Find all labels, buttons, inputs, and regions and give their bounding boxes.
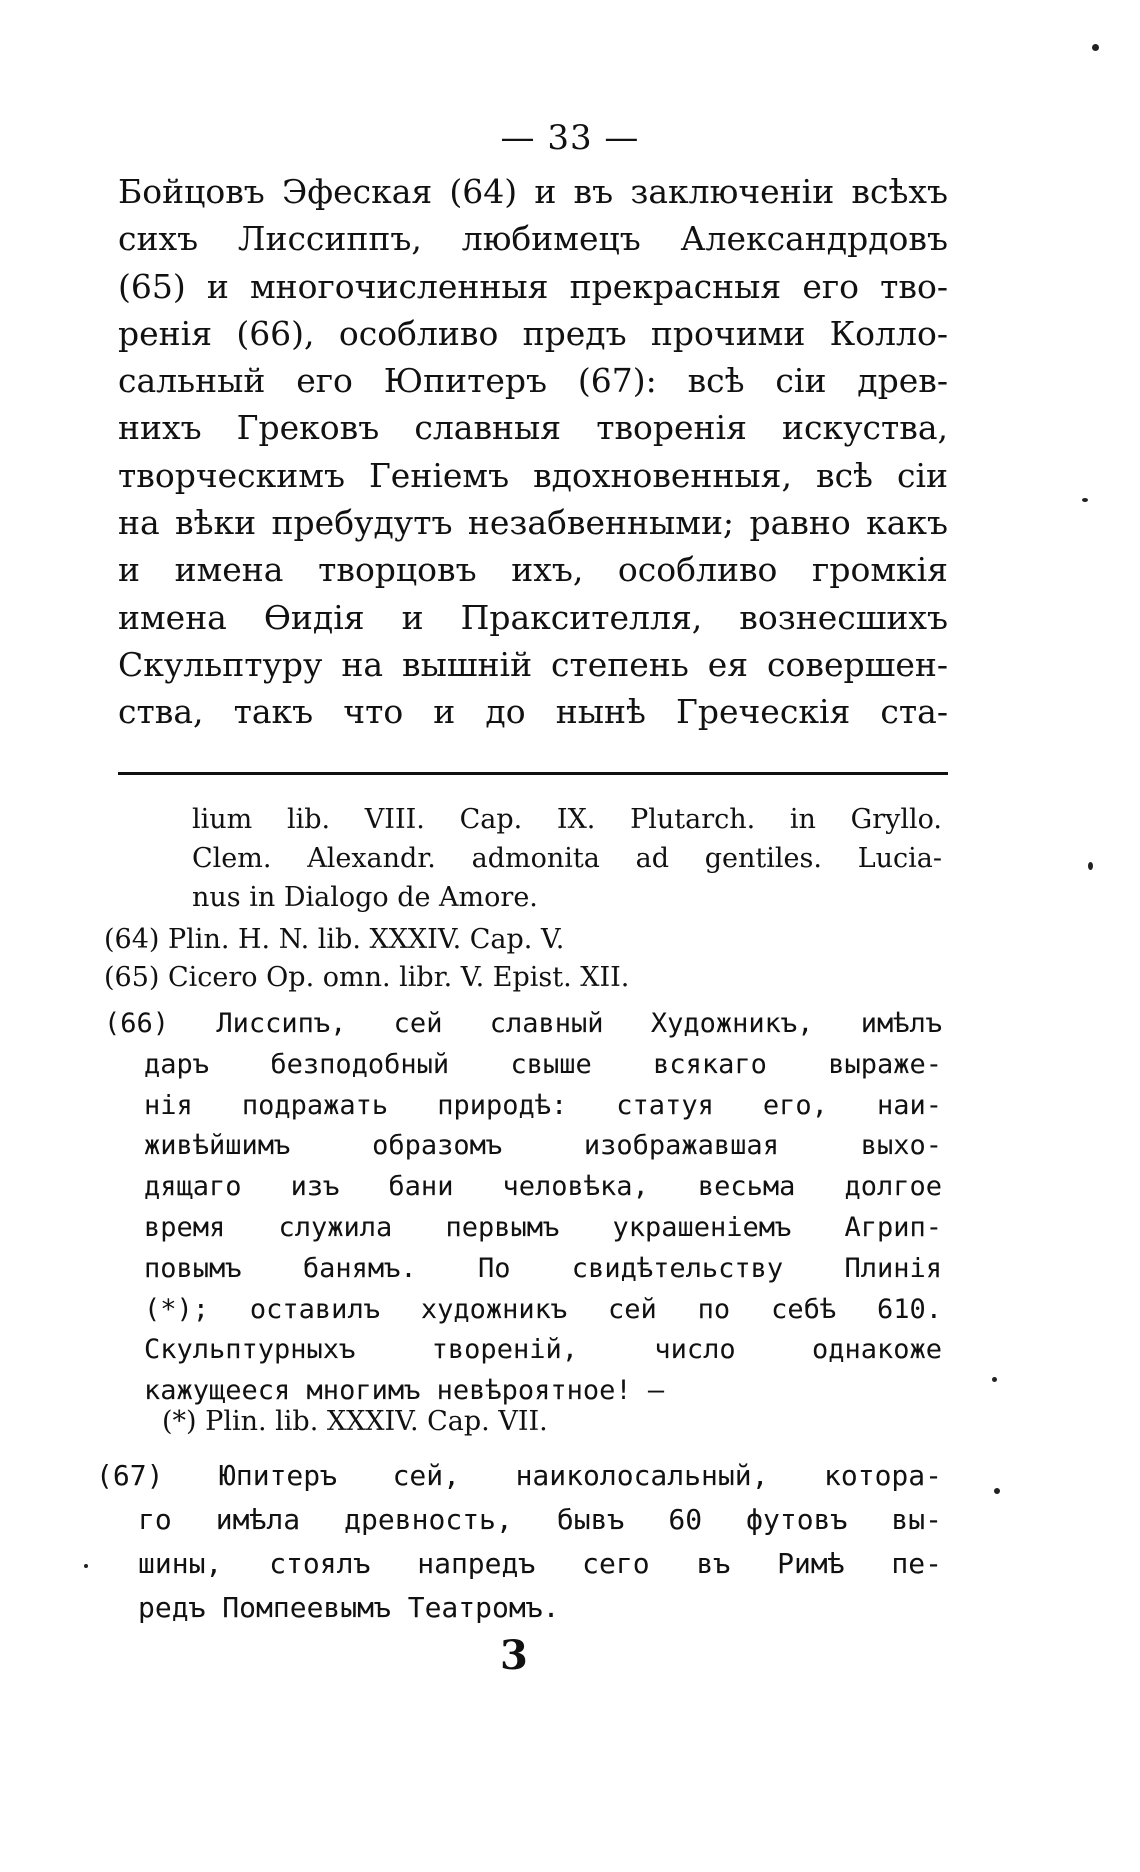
footnote-line: nus in Dialogo de Amore. [192,882,538,913]
main-text-line: сальный его Юпитеръ (67): всѣ сіи древ- [118,361,948,401]
main-text-line: Скульптуру на вышній степень ея совершен- [118,644,948,684]
print-speck [1082,498,1088,502]
footnote-line: живѣйшимъ образомъ изображавшая выхо- [144,1130,942,1162]
footnote-line: время служила первымъ украшеніемъ Агрип- [144,1211,942,1243]
footnote-line: кажущееся многимъ невѣроятное! — [144,1375,665,1407]
signature-mark: 3 [500,1632,528,1679]
main-text-line: ства, такъ что и до нынѣ Греческія ста- [118,692,948,732]
footnote-line: повымъ банямъ. По свидѣтельству Плинія [144,1252,942,1284]
footnote-line: (67) Юпитеръ сей, наиколосальный, котора- [96,1459,942,1492]
main-text-line: и имена творцовъ ихъ, особливо громкія [118,550,948,590]
footnote-line: редъ Помпеевымъ Театромъ. [138,1591,560,1624]
footnotes-64-65 [104,921,804,997]
footnote-line: (*); оставилъ художникъ сей по себѣ 610. [144,1293,942,1325]
footnote-line: дящаго изъ бани человѣка, весьма долгое [144,1171,942,1203]
main-text-line: сихъ Лиссиппъ, любимецъ Александрдовъ [118,219,948,259]
footnote-66-subnote: (*) Plin. lib. XXXIV. Cap. VII. [162,1406,548,1437]
main-text-block [118,168,948,736]
main-text-line: на вѣки пребудутъ незабвенными; равно какъ [118,503,948,543]
footnote-line: Clem. Alexandr. admonita ad gentiles. Lucia- [192,843,942,874]
main-text-line: Бойцовъ Эфеская (64) и въ заключеніи всѣхъ [118,172,948,211]
footnote-line: даръ безподобный свыше всякаго выраже- [144,1048,942,1080]
footnote-67 [96,1454,942,1630]
footnote-line: нія подражать природѣ: статуя его, наи- [144,1089,942,1121]
main-text-line: нихъ Грековъ славныя творенія искуства, [118,408,948,448]
print-speck [84,1564,88,1568]
page-number: — 33 — [500,118,640,158]
main-text-line: творческимъ Геніемъ вдохновенныя, всѣ сіи [118,455,948,495]
main-text-line: ренія (66), особливо предъ прочими Колло- [118,313,948,353]
footnote-66 [104,1004,942,1412]
print-speck [994,1488,1000,1494]
footnote-64: (64) Plin. H. N. lib. XXXIV. Cap. V. [104,924,565,955]
footnote-65: (65) Cicero Op. omn. libr. V. Epist. XII. [104,962,630,993]
footnote-line: Скульптурныхъ твореній, число однакоже [144,1334,942,1366]
footnote-line: го имѣла древность, бывъ 60 футовъ вы- [138,1503,942,1536]
main-text-line: (65) и многочисленныя прекрасныя его тво- [118,266,948,306]
footnote-divider [118,772,948,775]
footnote-line: lium lib. VIII. Cap. IX. Plutarch. in Gryllo. [192,804,942,835]
footnote-line: шины, стоялъ напредъ сего въ Римѣ пе- [138,1547,942,1580]
footnote-line: (66) Лиссипъ, сей славный Художникъ, имѣлъ [104,1008,942,1039]
print-speck [1088,862,1093,870]
print-speck [1092,44,1099,51]
footnote-continuation [192,800,942,917]
print-speck [992,1377,997,1382]
main-text-line: имена Ѳидія и Праксителля, вознесшихъ [118,597,948,637]
